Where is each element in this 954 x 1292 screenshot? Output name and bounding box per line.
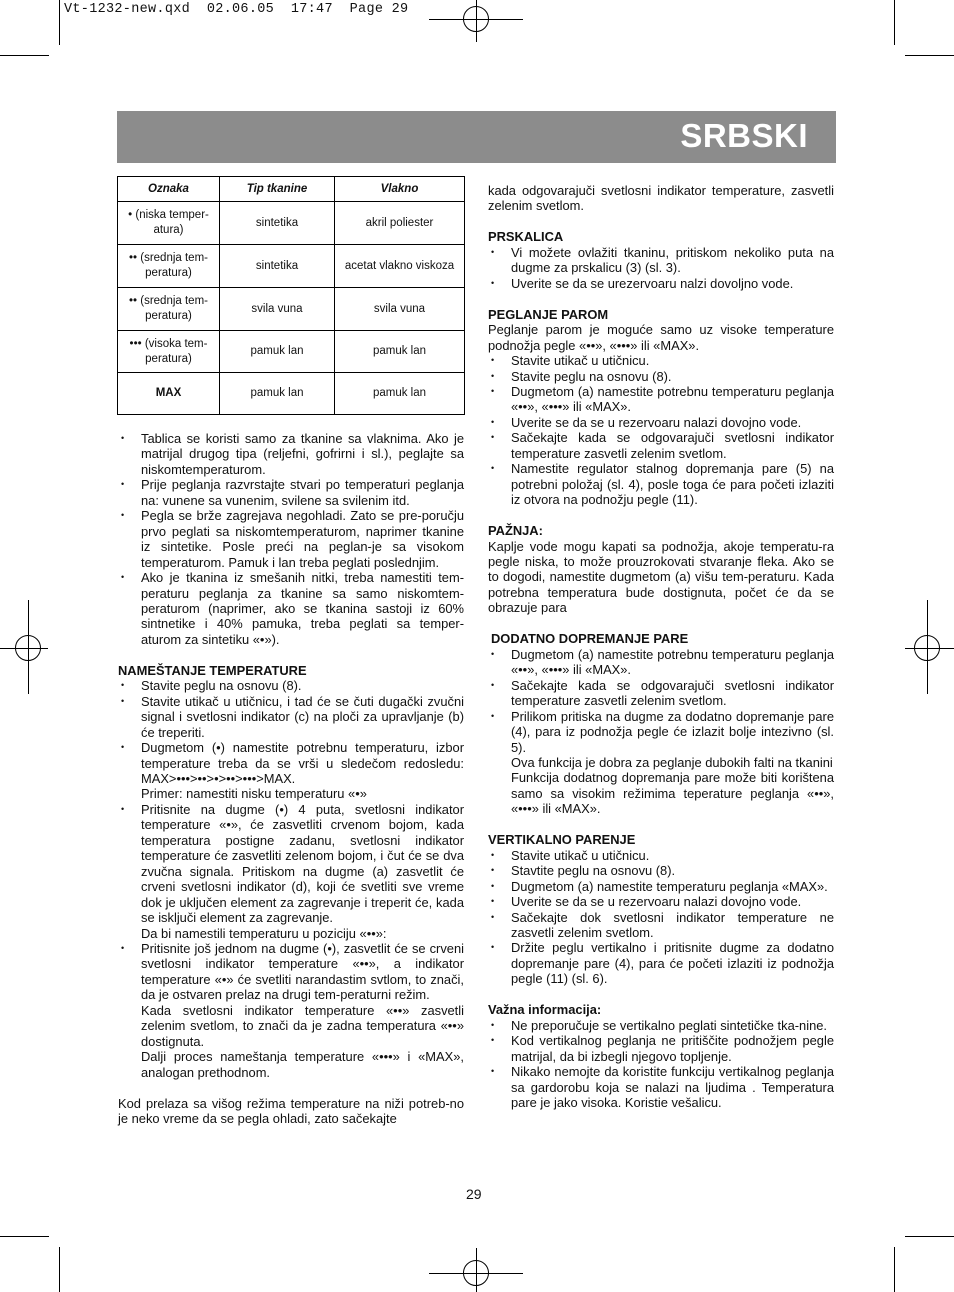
list-item: • Uverite se da se u rezervoaru nalazi dovojno vode.: [488, 415, 834, 430]
table-cell-type: sintetika: [220, 202, 335, 245]
header-oznaka: Oznaka: [118, 177, 220, 202]
list-item-text: Pritisnite na dugme (•) 4 puta, svetlosni indikator temperature «•», će zasvetliti crvenom bojom, kada temperatura postigne zadanu, svetlosni indikator temperature će zasvetliti zelenom bojom, i čut će se dva zvučna signala. Pritiskom na dugme (a) zasvetlit će crveni svetlosni indikator (d), koji će svetliti sve vreme dok je uključen element za zagrevanje i treperit će, kada se isključi element za zagrevanje.: [141, 801, 464, 926]
fabric-tips-list: [118, 431, 464, 647]
fabric-temperature-table: [117, 176, 465, 415]
section-heading-temperature: NAMEŠTANJE TEMPERATURE: [118, 662, 307, 678]
list-item: • Stavite peglu na osnovu (8).: [488, 369, 834, 384]
vazna-list: [488, 1018, 834, 1111]
crop-mark: [905, 55, 954, 56]
right-column: [488, 183, 834, 1110]
list-item: • Ako je tkanina iz smešanih nitki, treba namestiti tem-peraturu peglanja za tkanine sa samo niskomtem-peraturom (naprimer, ako se tkanina sastoji iz 60% sintnetike i 40% pamuka, treba peglati sa temper-aturom za sintetiku «•»).: [118, 570, 464, 647]
list-item: • Uverite se da se u rezervoaru nalazi dovojno vode.: [488, 894, 834, 909]
table-cell-type: pamuk lan: [220, 373, 335, 415]
section-heading-prskalica: PRSKALICA: [488, 229, 564, 245]
section-heading-peglanje-parom: PEGLANJE PAROM: [488, 306, 609, 322]
list-item: • Držite peglu vertikalno i pritisnite dugme za dodatno dopremanje pare (4), para će početi izlaziti iz podnožja pegle (11) (sl. 6).: [488, 940, 834, 986]
list-item: • Kod vertikalnog peglanja ne pritiščite podnožjem pegle matrijal, da bi izbegli njegovo topljenje.: [488, 1033, 834, 1064]
list-item: • Sačekajte kada se odgovarajuči svetlosni indikator temperature zasvetli zelenim svetlom.: [488, 430, 834, 461]
table-row: [118, 202, 465, 245]
table-row: [118, 288, 465, 331]
table-cell-fiber: pamuk lan: [335, 373, 465, 415]
paragraph: kada odgovarajuči svetlosni indikator temperature, zasvetli zelenim svetlom.: [488, 183, 834, 214]
crop-mark: [59, 1247, 60, 1292]
list-item-note: Dalji proces nameštanja temperature «•••» i «MAX», analogan prethodnom.: [141, 1049, 464, 1080]
banner-title: SRBSKI: [680, 117, 808, 154]
list-item: • Stavtite peglu na osnovu (8).: [488, 863, 834, 878]
list-item: • Sačekajte kada se odgovarajuči svetlosni indikator temperature zasvetli zelenim svetlom.: [488, 678, 834, 709]
section-heading-paznja: PAŽNJA:: [488, 523, 543, 539]
list-item: • Stavite peglu na osnovu (8).: [118, 678, 464, 693]
crop-mark: [894, 0, 895, 45]
table-cell-mark: • (niska temper-atura): [118, 202, 220, 245]
table-cell-fiber: svila vuna: [335, 288, 465, 331]
paragraph: Peglanje parom je moguće samo uz visoke temperature podnožja pegle «••», «•••» ili «MAX».: [488, 322, 834, 353]
list-item: • Stavite utikač u utičnicu.: [488, 353, 834, 368]
list-item: • Uverite se da se urezervoaru nalzi dovoljno vode.: [488, 276, 834, 291]
list-item: [118, 941, 464, 1080]
list-item-note: Da bi namestili temperaturu u poziciju «••»:: [141, 925, 387, 941]
section-heading-vertikalno: VERTIKALNO PARENJE: [488, 832, 636, 848]
list-item: • Stavite utikač u utičnicu, i tad će se čuti dugački zvučni signal i svetlosni indikator (c) na ploči za upravljanje (b) će treperiti.: [118, 694, 464, 740]
list-item-text: Dugmetom (•) namestite potrebnu temperaturu, izbor temperature treba da se vrši u sledečom redosledu: MAX>•••>••>•>••>•••>MAX.: [141, 740, 464, 787]
list-item-text: Prilikom pritiska na dugme za dodatno dopremanje pare (4), para iz podnožja pegle će izlazit bolje intezivno (sl. 5).: [511, 708, 834, 755]
list-item: • Nikako nemojte da koristite funkciju vertikalnog peglanja sa gardorobu koja se nalazi na ljudima . Temperatura pare je jako visoka. Koristie vešalicu.: [488, 1064, 834, 1110]
list-item: • Dugmetom (a) namestite potrebnu temperaturu peglanja «••», «•••» ili «MAX».: [488, 384, 834, 415]
table-row: [118, 245, 465, 288]
list-item: • Namestite regulator stalnog dopremanja pare (5) na potrebni položaj (sl. 4), posle toga će para početi izlaziti iz otvora na podnožju pegle (11).: [488, 461, 834, 507]
table-cell-fiber: akril poliester: [335, 202, 465, 245]
table-cell-type: sintetika: [220, 245, 335, 288]
table-cell-mark: •• (srednja tem-peratura): [118, 288, 220, 331]
table-cell-mark: •• (srednja tem-peratura): [118, 245, 220, 288]
list-item-note: Ova funkcija je dobra za peglanje dubokih falti na tkanini: [511, 754, 833, 770]
list-item: • Ne preporučuje se vertikalno peglati sintetičke tka-nine.: [488, 1018, 834, 1033]
page-number: 29: [466, 1186, 482, 1202]
temperature-steps-list: [118, 678, 464, 1080]
table-row: [118, 373, 465, 415]
list-item-text: Pritisnite još jednom na dugme (•), zasvetlit će se crveni svetlosni indikator temperature «••», a indikator temperature «•» će svetliti narandastim svtlom, to znači, da je ostvaren prelaz na drugi tem-peraturni režim.: [141, 941, 464, 1003]
table-cell-mark: ••• (visoka tem-peratura): [118, 331, 220, 373]
list-item-note: Kada svetlosni indikator temperature «••» zasvetli zelenim svetlom, to znači da je zadna temperatura «••» dostignuta.: [141, 1002, 464, 1049]
peglanje-parom-list: [488, 353, 834, 508]
table-cell-type: pamuk lan: [220, 331, 335, 373]
list-item: • Sačekajte dok svetlosni indikator temperature ne zasvetli zelenim svetlom.: [488, 910, 834, 941]
table-cell-fiber: acetat vlakno viskoza: [335, 245, 465, 288]
prskalica-list: [488, 245, 834, 291]
table-cell-fiber: pamuk lan: [335, 331, 465, 373]
vertikalno-list: [488, 848, 834, 987]
list-item: • Tablica se koristi samo za tkanine sa vlaknima. Ako je matrijal drugog tipa (reljefni, gofrirni i sl.), peglajte sa niskomtemperaturom.: [118, 431, 464, 477]
paragraph: Kaplje vode mogu kapati sa podnožja, akoje temperatu-ra pegle niska, to može prouzrokovati stvaranje fleka. Ako se to dogodi, namestite dugmetom (a) višu tem-peraturu. Kada potrebna temperatura bude dostignuta, počet će da se obrazuje para: [488, 538, 834, 616]
crop-mark: [59, 0, 60, 45]
list-item: • Vi možete ovlažiti tkaninu, pritiskom nekoliko puta na dugme za prskalicu (3) (sl. 3).: [488, 245, 834, 276]
print-slug: Vt-1232-new.qxd 02.06.05 17:47 Page 29: [64, 2, 409, 17]
list-item: • Dugmetom (a) namestite temperaturu peglanja «MAX».: [488, 879, 834, 894]
table-header-row: [118, 177, 465, 202]
list-item: • Pegla se brže zagrejava negohladi. Zato se pre-poručju prvo peglati sa niskomtemperaturom, naprimer tkanine iz sintetike. Posle preći na peglan-je sa visokom temperaturom. Pamuk i lan treba peglati poslednjim.: [118, 508, 464, 570]
list-item-note: Funkcija dodatnog dopremanja pare može biti korištena samo sa visokim režimima teperature peglanja «••», «•••» ili «MAX».: [511, 770, 834, 817]
section-heading-vazna: Važna informacija:: [488, 1002, 602, 1018]
left-column: [118, 431, 464, 1126]
dodatno-list: [488, 647, 834, 817]
crop-mark: [0, 55, 49, 56]
header-vlakno: Vlakno: [335, 177, 465, 202]
crop-mark: [905, 1236, 954, 1237]
list-item: [118, 802, 464, 941]
table-cell-mark: MAX: [118, 373, 220, 415]
paragraph: Kod prelaza sa višog režima temperature na niži potreb-no je neko vreme da se pegla ohladi, zato sačekajte: [118, 1095, 464, 1127]
crop-mark: [0, 1236, 49, 1237]
list-item-note: Primer: namestiti nisku temperaturu «•»: [141, 786, 367, 802]
table-row: [118, 331, 465, 373]
list-item: • Dugmetom (a) namestite potrebnu temperaturu peglanja «••», «•••» ili «MAX».: [488, 647, 834, 678]
list-item: • Stavite utikač u utičnicu.: [488, 848, 834, 863]
language-banner: [117, 111, 836, 163]
list-item: [488, 709, 834, 817]
section-heading-dodatno: DODATNO DOPREMANJE PARE: [491, 631, 689, 647]
list-item: • Prije peglanja razvrstajte stvari po temperaturi peglanja na: vunene sa vunenim, svilene sa svilenim itd.: [118, 477, 464, 508]
table-cell-type: svila vuna: [220, 288, 335, 331]
header-tip-tkanine: Tip tkanine: [220, 177, 335, 202]
crop-mark: [894, 1247, 895, 1292]
list-item: [118, 740, 464, 802]
